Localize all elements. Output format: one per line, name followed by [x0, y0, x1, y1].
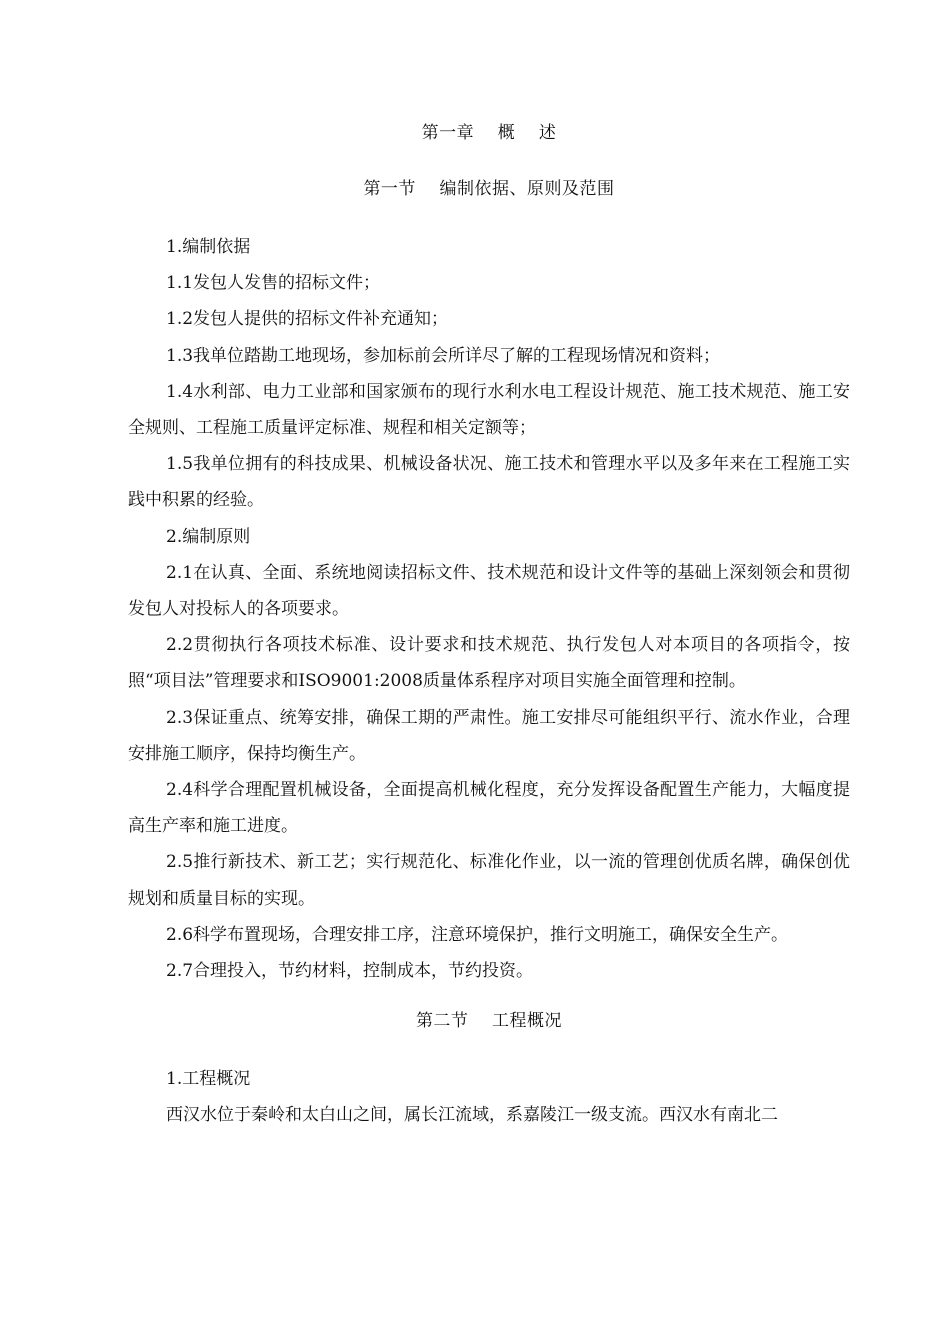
paragraph: 1.工程概况	[166, 1069, 251, 1090]
paragraph: 2.1在认真、全面、系统地阅读招标文件、技术规范和设计文件等的基础上深刻领会和贯彻发包人对投标人的各项要求。	[128, 562, 850, 620]
paragraph: 2.2贯彻执行各项技术标准、设计要求和技术规范、执行发包人对本项目的各项指令，按照“项目法”管理要求和ISO9001:2008质量体系程序对项目实施全面管理和控制。	[128, 635, 850, 692]
paragraph: 1.编制依据	[166, 237, 251, 257]
paragraph: 2.5推行新技术、新工艺；实行规范化、标准化作业，以一流的管理创优质名牌，确保创优规划和质量目标的实现。	[128, 852, 850, 909]
paragraph: 1.1发包人发售的招标文件；	[166, 273, 381, 294]
paragraph: 2.6科学布置现场，合理安排工序，注意环境保护，推行文明施工，确保安全生产。	[166, 924, 789, 945]
section-title-1: 第一节 编制依据、原则及范围	[363, 179, 615, 199]
paragraph: 2.编制原则	[166, 526, 251, 547]
paragraph: 西汉水位于秦岭和太白山之间，属长江流域，系嘉陵江一级支流。西汉水有南北二	[166, 1105, 778, 1126]
paragraph: 1.4水利部、电力工业部和国家颁布的现行水利水电工程设计规范、施工技术规范、施工安全规则、工程施工质量评定标准、规程和相关定额等；	[128, 381, 850, 439]
paragraph: 1.5我单位拥有的科技成果、机械设备状况、施工技术和管理水平以及多年来在工程施工实践中积累的经验。	[128, 454, 850, 511]
paragraph: 2.3保证重点、统筹安排，确保工期的严肃性。施工安排尽可能组织平行、流水作业，合理安排施工顺序，保持均衡生产。	[128, 707, 850, 764]
document-body	[128, 115, 850, 1134]
paragraph: 1.3我单位踏勘工地现场，参加标前会所详尽了解的工程现场情况和资料；	[166, 345, 721, 366]
section-title-2: 第二节 工程概况	[415, 1011, 563, 1032]
paragraph: 2.4科学合理配置机械设备，全面提高机械化程度，充分发挥设备配置生产能力，大幅度提高生产率和施工进度。	[128, 780, 850, 837]
paragraph: 1.2发包人提供的招标文件补充通知；	[166, 309, 449, 330]
chapter-title: 第一章 概 述	[421, 123, 557, 143]
paragraph: 2.7合理投入，节约材料，控制成本，节约投资。	[166, 961, 534, 982]
